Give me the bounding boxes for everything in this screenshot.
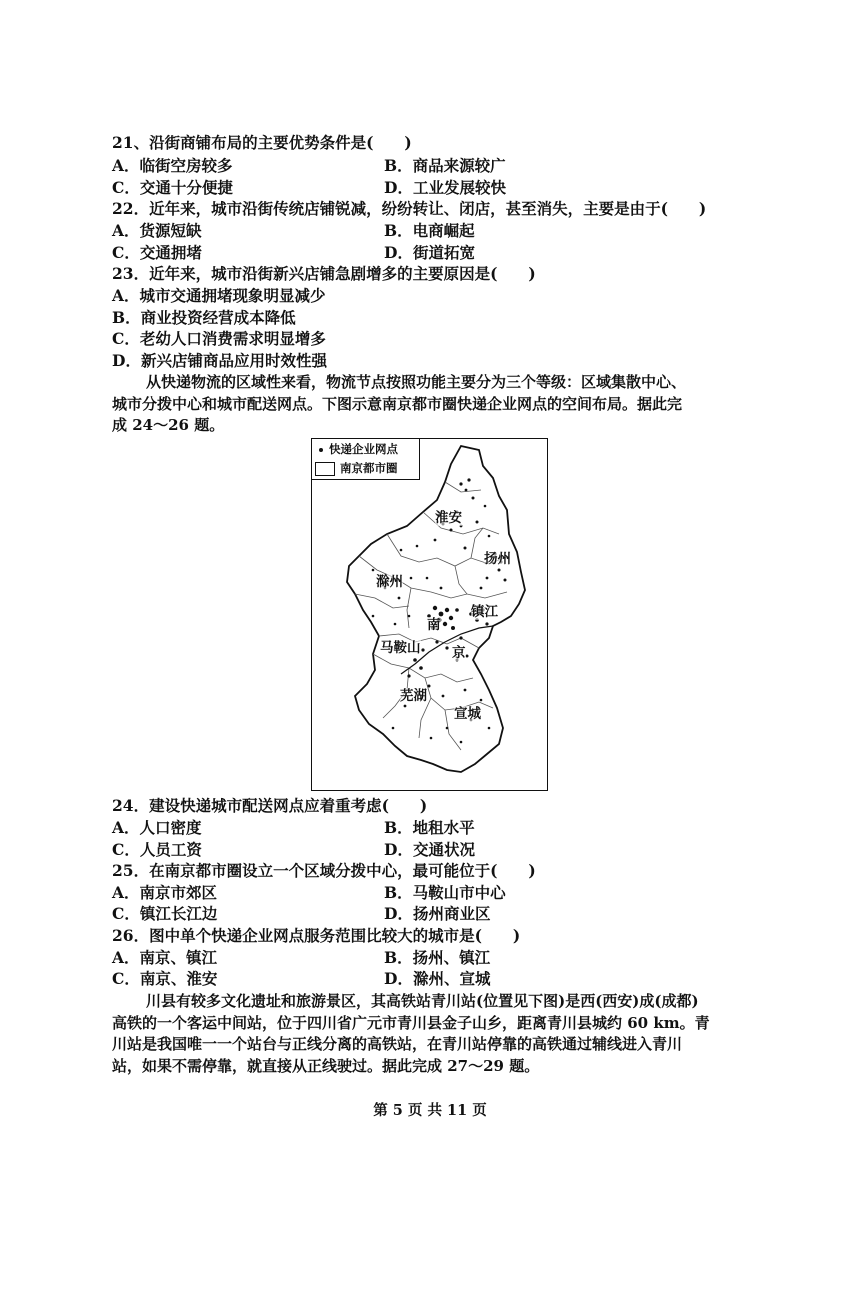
question-22-option-d: D．街道拓宽: [384, 243, 475, 262]
question-24-option-c: C．人员工资: [112, 840, 202, 859]
question-21-option-b: B．商品来源较广: [384, 156, 506, 175]
passage-27-29-line-4: 站，如果不需停靠，就直接从正线驶过。据此完成 27～29 题。: [112, 1056, 540, 1075]
question-23-option-d: D．新兴店铺商品应用时效性强: [112, 351, 327, 370]
question-25-option-c: C．镇江长江边: [112, 904, 218, 923]
city-label-nanjing-2: 京: [452, 645, 466, 661]
question-25-option-d: D．扬州商业区: [384, 904, 491, 923]
passage-27-29: [112, 991, 752, 1077]
city-label-maanshan: 马鞍山: [380, 640, 421, 656]
question-21-option-d: D．工业发展较快: [384, 178, 506, 197]
question-23-option-b: B．商业投资经营成本降低: [112, 308, 296, 327]
question-21-stem: 21、沿街商铺布局的主要优势条件是( ): [112, 133, 412, 152]
question-21-option-c: C．交通十分便捷: [112, 178, 233, 197]
question-24-option-d: D．交通状况: [384, 840, 475, 859]
passage-27-29-line-1: 川县有较多文化遗址和旅游景区，其高铁站青川站(位置见下图)是西(西安)成(成都): [146, 992, 699, 1010]
question-25-option-b: B．马鞍山市中心: [384, 883, 506, 902]
map-legend: [311, 438, 420, 480]
question-26-option-b: B．扬州、镇江: [384, 948, 491, 967]
question-25-option-a: A．南京市郊区: [112, 883, 218, 902]
legend-point-label: 快递企业网点: [329, 442, 398, 456]
question-22-option-c: C．交通拥堵: [112, 243, 202, 262]
question-24-option-b: B．地租水平: [384, 818, 475, 837]
passage-24-26-line-1: 从快递物流的区域性来看，物流节点按照功能主要分为三个等级：区域集散中心、: [146, 373, 687, 391]
question-22-stem: 22．近年来，城市沿街传统店铺锐减，纷纷转让、闭店，甚至消失，主要是由于( ): [112, 199, 707, 218]
city-label-chuzhou: 滁州: [376, 574, 403, 590]
city-label-huaian: 淮安: [435, 510, 462, 526]
passage-24-26-line-2: 城市分拨中心和城市配送网点。下图示意南京都市圈快递企业网点的空间布局。据此完: [112, 394, 683, 413]
question-24-option-a: A．人口密度: [112, 818, 202, 837]
question-26-option-a: A．南京、镇江: [112, 948, 218, 967]
passage-24-26-line-3: 成 24～26 题。: [112, 416, 225, 434]
question-21-option-a: A．临街空房较多: [112, 156, 233, 175]
question-25-stem: 25．在南京都市圈设立一个区域分拨中心，最可能位于( ): [112, 861, 536, 880]
question-22-option-a: A．货源短缺: [112, 221, 202, 240]
question-22-option-b: B．电商崛起: [384, 221, 475, 240]
passage-24-26: [112, 372, 752, 437]
question-23-option-c: C．老幼人口消费需求明显增多: [112, 329, 326, 348]
city-label-zhenjiang: 镇江: [471, 604, 498, 620]
passage-27-29-line-3: 川站是我国唯一一个站台与正线分离的高铁站，在青川站停靠的高铁通过辅线进入青川: [112, 1035, 683, 1053]
question-26-option-c: C．南京、淮安: [112, 969, 218, 988]
page-footer: 第 5 页 共 11 页: [373, 1102, 487, 1119]
city-label-wuhu: 芜湖: [400, 688, 427, 704]
legend-area-label: 南京都市圈: [340, 461, 398, 475]
question-26-stem: 26．图中单个快递企业网点服务范围比较大的城市是( ): [112, 926, 521, 945]
city-label-xuancheng: 宣城: [454, 706, 481, 722]
city-label-yangzhou: 扬州: [484, 551, 511, 567]
question-24-stem: 24．建设快递城市配送网点应着重考虑( ): [112, 796, 428, 815]
question-23-stem: 23．近年来，城市沿街新兴店铺急剧增多的主要原因是( ): [112, 264, 536, 283]
area-symbol-icon: [315, 462, 335, 476]
nanjing-metro-map: [311, 438, 548, 791]
question-23-option-a: A．城市交通拥堵现象明显减少: [112, 286, 326, 305]
question-26-option-d: D．滁州、宣城: [384, 969, 491, 988]
passage-27-29-line-2: 高铁的一个客运中间站，位于四川省广元市青川县金子山乡，距离青川县城约 60 km。青: [112, 1013, 710, 1032]
city-label-nanjing-1: 南: [427, 617, 441, 633]
point-symbol-icon: [319, 448, 323, 452]
